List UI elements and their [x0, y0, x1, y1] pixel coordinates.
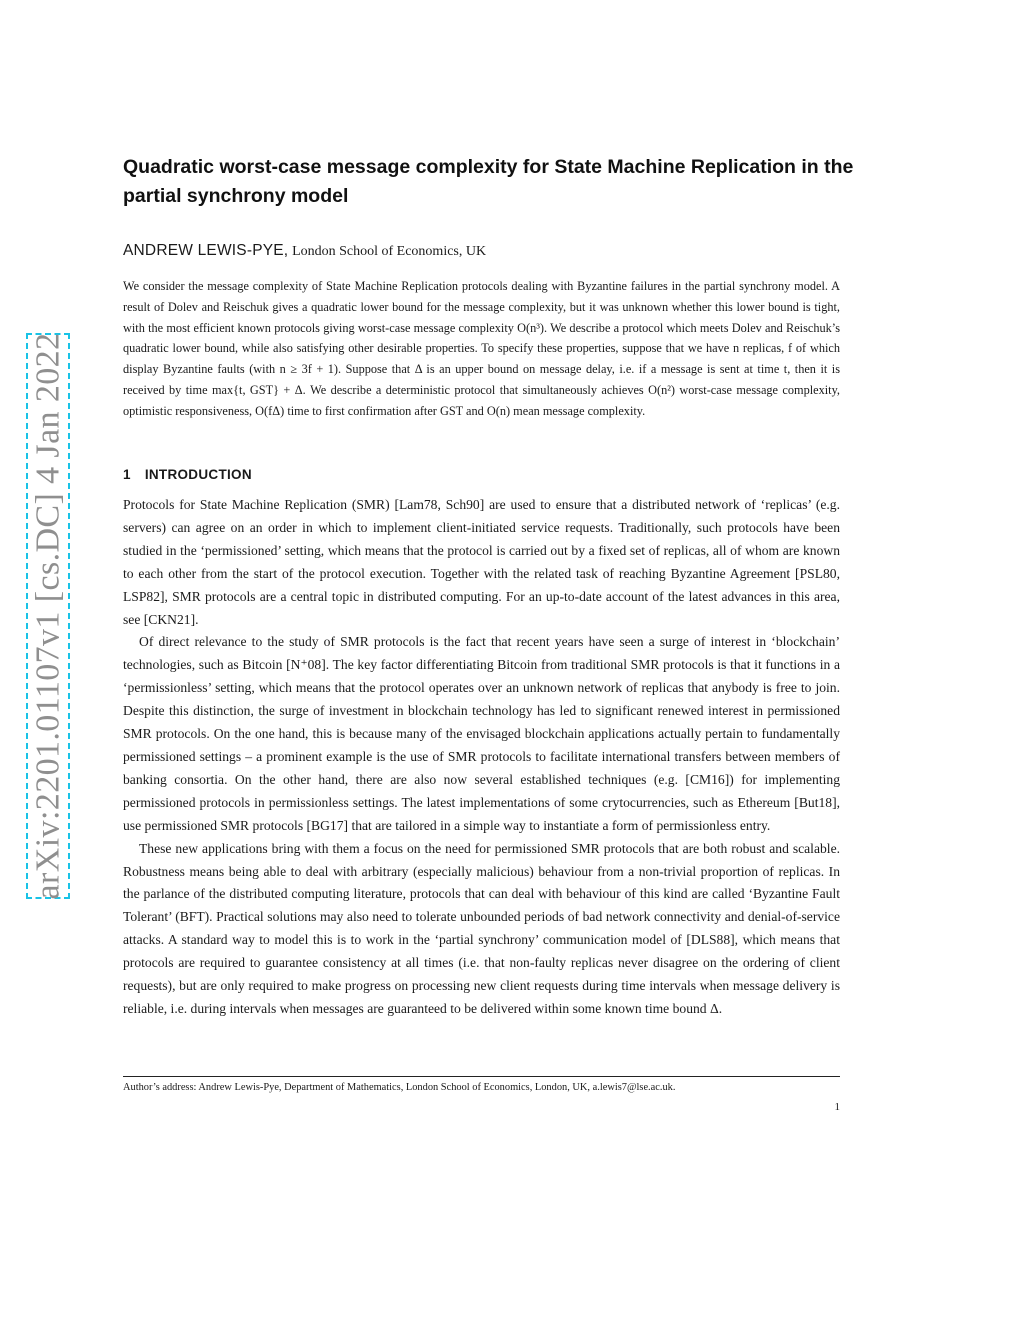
author-name: ANDREW LEWIS-PYE, [123, 242, 289, 259]
body-paragraph-1: Protocols for State Machine Replication (SMR) [Lam78, Sch90] are used to ensure that a distributed network of ‘replicas’ (e.g. servers) can agree on an order in which to implement client-initiated service requests. Traditionally, such protocols have been studied in the ‘permissioned’ setting, which means that the protocol is carried out by a fixed set of replicas, all of whom are known to each other from the start of the protocol execution. Together with the related task of reaching Byzantine Agreement [PSL80, LSP82], SMR protocols are a central topic in distributed computing. For an up-to-date account of the latest advances in this area, see [CKN21]. [123, 497, 840, 627]
arxiv-identifier-stamp [26, 333, 70, 899]
section-number: 1 [123, 467, 131, 482]
abstract: We consider the message complexity of State Machine Replication protocols dealing with Byzantine failures in the partial synchrony model. A result of Dolev and Reischuk gives a quadratic lower bound for the message complexity, but it was unknown whether this lower bound is tight, with the most efficient known protocols giving worst-case message complexity O(n³). We describe a protocol which meets Dolev and Reischuk’s quadratic lower bound, while also satisfying other desirable properties. To specify these properties, suppose that we have n replicas, f of which display Byzantine faults (with n ≥ 3f + 1). Suppose that Δ is an upper bound on message delay, i.e. if a message is sent at time t, then it is received by time max{t, GST} + Δ. We describe a deterministic protocol that simultaneously achieves O(n²) worst-case message complexity, optimistic responsiveness, O(fΔ) time to first confirmation after GST and O(n) mean message complexity. [123, 279, 840, 418]
body-paragraph-3: These new applications bring with them a focus on the need for permissioned SMR protocols that are both robust and scalable. Robustness means being able to deal with arbitrary (especially malicious) behaviour from a non-trivial proportion of replicas. In the parlance of the distributed computing literature, protocols that can deal with behaviour of this kind are called ‘Byzantine Fault Tolerant’ (BFT). Practical solutions may also need to tolerate unbounded periods of bad network connectivity and denial-of-service attacks. A standard way to model this is to work in the ‘partial synchrony’ communication model of [DLS88], which means that protocols are required to guarantee consistency at all times (i.e. that non-faulty replicas never disagree on the ordering of client requests), but are only required to make progress on processing new client requests during time intervals when message delivery is reliable, i.e. during intervals when messages are guaranteed to be delivered within some known time bound Δ. [123, 840, 840, 1016]
author-address-footnote: Author’s address: Andrew Lewis-Pye, Department of Mathematics, London School of Economics, London, UK, a.lewis7@lse.ac.uk. [123, 1082, 676, 1093]
author-line [123, 242, 486, 260]
section-heading [123, 467, 252, 482]
body-paragraph-2: Of direct relevance to the study of SMR protocols is the fact that recent years have seen a surge of interest in ‘blockchain’ technologies, such as Bitcoin [N⁺08]. The key factor differentiating Bitcoin from traditional SMR protocols is that it functions in a ‘permissionless’ setting, which means that the protocol operates over an unknown network of replicas that anybody is free to join. Despite this distinction, the surge of investment in blockchain technology has led to significant renewed interest in permissioned SMR protocols. On the one hand, this is because many of the envisaged blockchain applications actually pertain to fundamentally permissioned settings – a prominent example is the use of SMR protocols to facilitate international transfers between members of banking consortia. On the other hand, there are also now several established techniques (e.g. [CM16]) for implementing permissioned protocols in permissionless settings. The latest implementations of some crytocurrencies, such as Ethereum [But18], use permissioned SMR protocols [BG17] that are tailored in a simple way to instantiate a form of permissionless entry. [123, 634, 840, 833]
author-affiliation: London School of Economics, UK [292, 244, 487, 259]
page-number: 1 [834, 1101, 840, 1113]
section-title: INTRODUCTION [144, 467, 252, 482]
paper-title: Quadratic worst-case message complexity for State Machine Replication in the partial synchrony model [123, 156, 854, 207]
section-body [123, 494, 840, 1021]
arxiv-identifier: arXiv:2201.01107v1 [cs.DC] 4 Jan 2022 [29, 332, 67, 900]
footnote-divider [123, 1076, 840, 1077]
